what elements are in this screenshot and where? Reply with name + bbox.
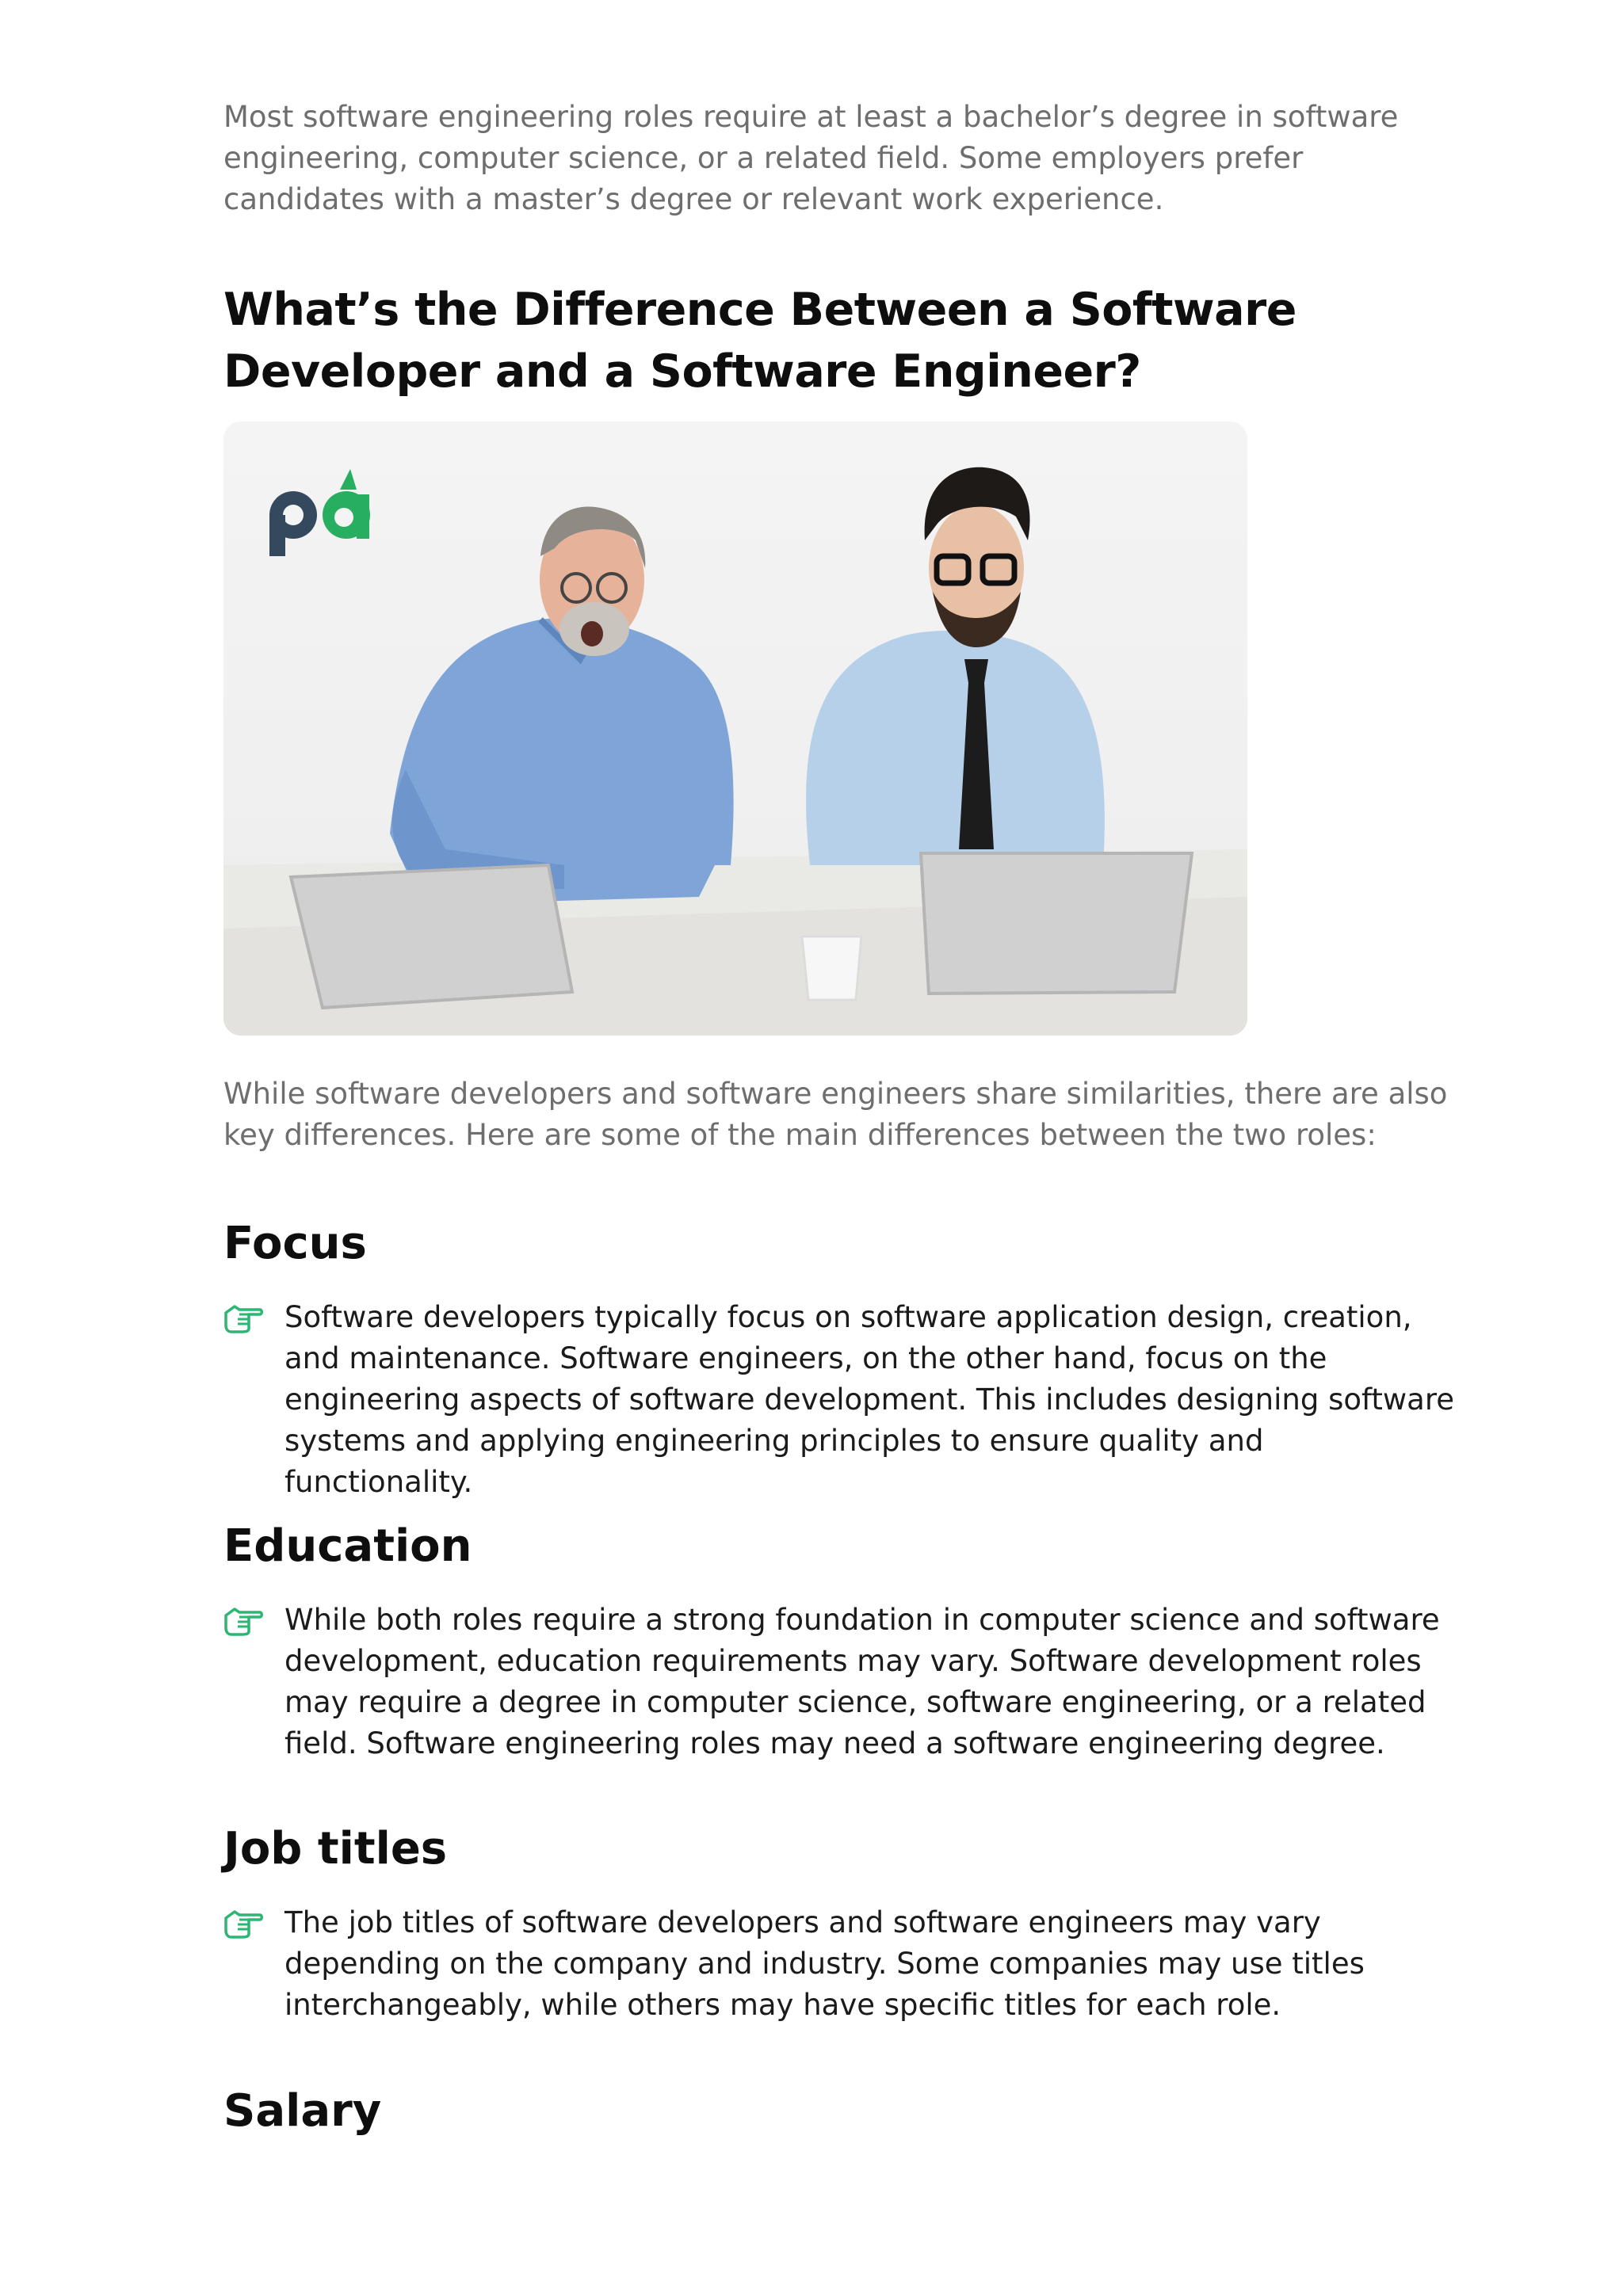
intro-paragraph: Most software engineering roles require at least a bachelor’s degree in software engineering, computer science, or a related field. Some employers prefer candidates with a master’s degree or relevant work experience.	[223, 100, 1399, 216]
main-heading: What’s the Difference Between a Software Developer and a Software Engineer?	[223, 284, 1296, 398]
pointing-hand-icon	[223, 1302, 263, 1333]
focus-text: Software developers typically focus on software application design, creation, and maintenance. Software engineers, on the other hand, focus on the engineering aspects of software development. This includes designing software systems and applying engineering principles to ensure quality and functionality.	[285, 1300, 1454, 1499]
lead-paragraph: While software developers and software engineers share similarities, there are also key differences. Here are some of the main differences between the two roles:	[223, 1077, 1448, 1152]
job-titles-text: The job titles of software developers and software engineers may vary depending on the company and industry. Some companies may use titles interchangeably, while others may have specific titles for each role.	[285, 1905, 1365, 2022]
section-heading-focus: Focus	[223, 1218, 367, 1269]
brand-logo	[269, 469, 370, 556]
section-heading-education: Education	[223, 1520, 472, 1572]
section-heading-job-titles: Job titles	[223, 1823, 448, 1875]
pointing-hand-icon	[223, 1907, 263, 1939]
hero-image	[223, 421, 1247, 1035]
section-heading-salary: Salary	[223, 2085, 382, 2137]
pointing-hand-icon	[223, 1604, 263, 1636]
education-text: While both roles require a strong foundation in computer science and software development, education requirements may vary. Software development roles may require a degree in computer science, software engineering, or a related field. Software engineering roles may need a software engineering degree.	[285, 1603, 1440, 1760]
